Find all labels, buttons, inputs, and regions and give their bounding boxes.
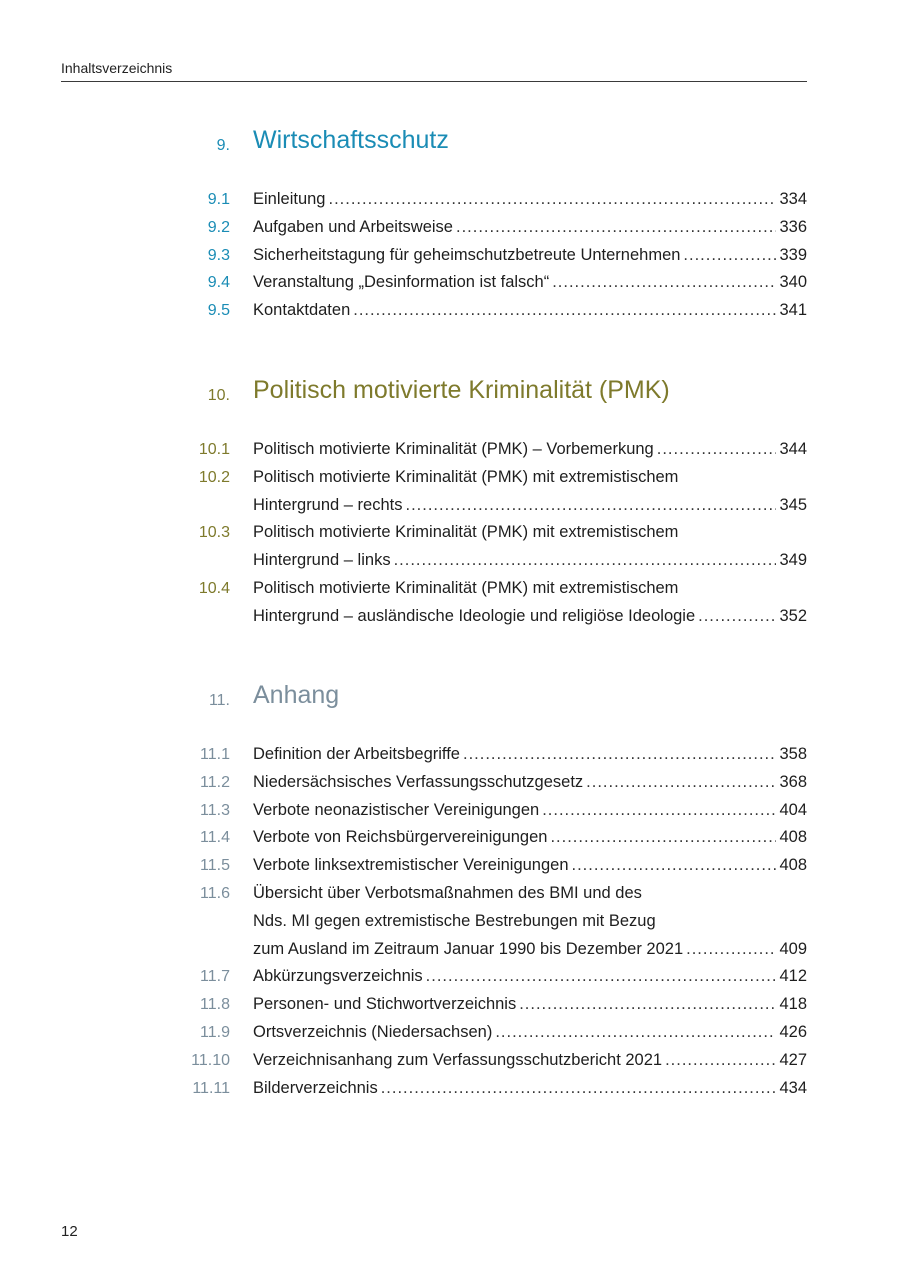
entry-title: Politisch motivierte Kriminalität (PMK) – Vorbemerkung — [253, 440, 654, 458]
entry-page: 408 — [779, 828, 807, 847]
entry-title: Niedersächsisches Verfassungsschutzgesetz — [253, 772, 584, 791]
entry-title: Einleitung — [253, 190, 326, 208]
leader-dots — [698, 603, 776, 631]
entry-title: Bilderverzeichnis — [253, 1078, 378, 1097]
toc-entry[interactable] — [0, 214, 900, 242]
leader-dots — [463, 741, 776, 769]
leader-dots — [426, 963, 777, 991]
toc-entry[interactable] — [0, 242, 900, 270]
toc-entry[interactable] — [0, 297, 900, 325]
leader-dots — [683, 242, 776, 270]
entry-title: Abkürzungsverzeichnis — [253, 967, 423, 986]
leader-dots — [394, 547, 777, 575]
toc-entry[interactable] — [0, 741, 900, 769]
entry-number: 11.6 — [200, 884, 230, 902]
entry-number: 10.2 — [198, 468, 230, 486]
section-heading — [0, 679, 900, 715]
leader-dots — [586, 769, 776, 797]
leader-dots — [550, 824, 776, 852]
entry-page: 349 — [779, 551, 807, 570]
toc-entry[interactable] — [0, 963, 900, 991]
toc-entry[interactable] — [0, 824, 900, 852]
toc-entry[interactable] — [0, 769, 900, 797]
entry-page: 340 — [779, 273, 807, 292]
toc-section-10 — [0, 374, 900, 631]
toc-entry[interactable] — [0, 464, 900, 520]
entry-page: 409 — [779, 939, 807, 958]
entry-number: 11.8 — [200, 996, 230, 1014]
entry-number: 11.3 — [200, 801, 230, 819]
entry-title: Aufgaben und Arbeitsweise — [253, 217, 453, 236]
entry-page: 408 — [779, 856, 807, 875]
toc-section-11 — [0, 679, 900, 1102]
leader-dots — [519, 991, 776, 1019]
entry-number: 11.10 — [191, 1051, 230, 1069]
entry-title-continued: zum Ausland im Zeitraum Januar 1990 bis Dezember 2021 — [253, 939, 684, 958]
entry-title: Verbote von Reichsbürgervereinigungen — [253, 828, 548, 847]
entry-number: 11.2 — [200, 773, 230, 791]
toc-section-9 — [0, 124, 900, 325]
entry-title: Ortsverzeichnis (Niedersachsen) — [253, 1022, 493, 1041]
entry-page: 334 — [779, 190, 807, 208]
section-heading — [0, 124, 900, 160]
entry-number: 9.1 — [207, 191, 230, 208]
toc-entries — [0, 186, 900, 325]
section-heading — [0, 374, 900, 410]
leader-dots — [456, 214, 776, 242]
entry-page: 404 — [779, 800, 807, 819]
leader-dots — [542, 797, 776, 825]
entry-number: 10.1 — [198, 441, 230, 458]
toc-entry[interactable] — [0, 1075, 900, 1103]
toc-entry[interactable] — [0, 186, 900, 214]
toc-entry[interactable] — [0, 1019, 900, 1047]
leader-dots — [552, 269, 776, 297]
entry-page: 345 — [779, 495, 807, 514]
entry-title-continued: Hintergrund – links — [253, 551, 391, 570]
entry-title-continued: Hintergrund – rechts — [253, 495, 403, 514]
entry-number: 10.3 — [198, 524, 230, 542]
entry-title: Politisch motivierte Kriminalität (PMK) mit extremistischem — [253, 523, 679, 542]
toc-entry[interactable] — [0, 880, 900, 963]
entry-number: 11.11 — [192, 1079, 230, 1097]
entry-title: Personen- und Stichwortverzeichnis — [253, 995, 517, 1014]
toc-entry[interactable] — [0, 269, 900, 297]
entry-page: 434 — [779, 1078, 807, 1097]
entry-title: Sicherheitstagung für geheimschutzbetreute Unternehmen — [253, 245, 681, 264]
section-number: 10. — [207, 387, 230, 404]
entry-number: 9.5 — [207, 302, 230, 320]
section-title: Anhang — [253, 681, 340, 709]
entry-title: Kontaktdaten — [253, 301, 351, 320]
leader-dots — [665, 1047, 776, 1075]
entry-page: 427 — [779, 1050, 807, 1069]
entry-title-continued: Hintergrund – ausländische Ideologie und religiöse Ideologie — [253, 606, 696, 625]
leader-dots — [495, 1019, 776, 1047]
toc-entry[interactable] — [0, 797, 900, 825]
toc-entries — [0, 741, 900, 1102]
entry-page: 368 — [779, 772, 807, 791]
entry-number: 11.1 — [200, 746, 230, 763]
toc-entry[interactable] — [0, 991, 900, 1019]
leader-dots — [406, 492, 777, 520]
running-header: Inhaltsverzeichnis — [61, 59, 807, 82]
entry-number: 9.3 — [207, 246, 230, 264]
entry-number: 11.9 — [200, 1023, 230, 1041]
entry-page: 336 — [779, 217, 807, 236]
toc-entry[interactable] — [0, 852, 900, 880]
leader-dots — [328, 186, 776, 214]
entry-title: Verzeichnisanhang zum Verfassungsschutzbericht 2021 — [253, 1050, 663, 1069]
entry-page: 412 — [779, 967, 807, 986]
toc-entry[interactable] — [0, 519, 900, 575]
toc-entries — [0, 436, 900, 631]
entry-number: 11.5 — [200, 857, 230, 875]
entry-title: Politisch motivierte Kriminalität (PMK) mit extremistischem — [253, 578, 679, 597]
leader-dots — [381, 1075, 777, 1103]
toc-entry[interactable] — [0, 575, 900, 631]
leader-dots — [686, 936, 776, 964]
page-number: 12 — [61, 1223, 78, 1240]
entry-page: 341 — [779, 301, 807, 320]
toc-entry[interactable] — [0, 436, 900, 464]
entry-title: Verbote neonazistischer Vereinigungen — [253, 800, 540, 819]
entry-number: 11.7 — [200, 968, 230, 986]
entry-title: Politisch motivierte Kriminalität (PMK) mit extremistischem — [253, 467, 679, 486]
entry-page: 352 — [779, 606, 807, 625]
section-title: Politisch motivierte Kriminalität (PMK) — [253, 376, 670, 404]
entry-title: Verbote linksextremistischer Vereinigungen — [253, 856, 569, 875]
entry-title: Veranstaltung „Desinformation ist falsch“ — [253, 273, 550, 292]
entry-page: 426 — [779, 1022, 807, 1041]
entry-title: Übersicht über Verbotsmaßnahmen des BMI und des — [253, 883, 642, 902]
leader-dots — [657, 436, 777, 464]
entry-title: Definition der Arbeitsbegriffe — [253, 745, 460, 763]
entry-number: 11.4 — [200, 829, 230, 847]
entry-page: 344 — [779, 440, 807, 458]
entry-page: 358 — [779, 745, 807, 763]
entry-number: 10.4 — [198, 579, 230, 597]
leader-dots — [572, 852, 777, 880]
toc-entry[interactable] — [0, 1047, 900, 1075]
section-number: 11. — [208, 692, 230, 709]
leader-dots — [353, 297, 776, 325]
section-number: 9. — [216, 137, 230, 154]
entry-page: 418 — [779, 995, 807, 1014]
section-title: Wirtschaftsschutz — [253, 126, 449, 154]
entry-number: 9.4 — [207, 274, 230, 292]
entry-number: 9.2 — [207, 218, 230, 236]
entry-title-continued: Nds. MI gegen extremistische Bestrebungen mit Bezug — [253, 911, 656, 930]
entry-page: 339 — [779, 245, 807, 264]
